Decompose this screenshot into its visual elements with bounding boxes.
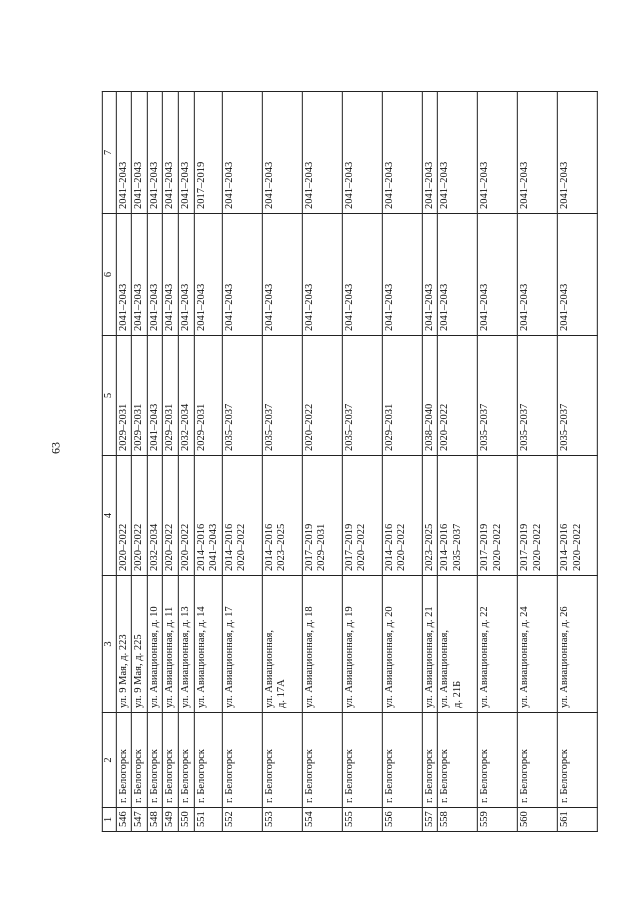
table-header-row xyxy=(102,92,116,832)
period-col4-cell xyxy=(116,456,132,576)
period-col6-cell: 2041–2043 xyxy=(558,214,598,336)
period-col7-cell: 2041–2043 xyxy=(438,92,478,214)
address-cell-line: ул. 9 Мая, д. 223 xyxy=(117,634,129,708)
address-cell-line: ул. 9 Мая, д. 225 xyxy=(133,634,145,708)
period-col4-cell-line: 2014–2016 xyxy=(223,523,235,571)
period-col4-cell xyxy=(163,456,179,576)
period-col6-cell: 2041–2043 xyxy=(478,214,518,336)
period-col4-cell-line: 2023–2025 xyxy=(276,523,288,571)
period-col6-cell: 2041–2043 xyxy=(438,214,478,336)
address-cell xyxy=(422,576,438,713)
address-cell-line: ул. Авиационная, д. 20 xyxy=(383,606,395,708)
table-row xyxy=(558,92,598,832)
address-cell xyxy=(518,576,558,713)
address-cell xyxy=(194,576,222,713)
table-row xyxy=(382,92,422,832)
row-number-cell: 547 xyxy=(132,808,148,832)
table-row xyxy=(132,92,148,832)
period-col4-cell-line: 2029–2031 xyxy=(316,523,328,571)
city-cell: г. Белогорск xyxy=(147,713,163,808)
period-col4-cell-line: 2020–2022 xyxy=(571,523,583,571)
period-col6-cell: 2041–2043 xyxy=(163,214,179,336)
city-cell: г. Белогорск xyxy=(558,713,598,808)
period-col5-cell: 2020–2022 xyxy=(438,336,478,456)
period-col5-cell: 2038–2040 xyxy=(422,336,438,456)
period-col4-cell xyxy=(422,456,438,576)
address-cell-line: ул. Авиационная, xyxy=(439,630,451,708)
column-header: 4 xyxy=(102,456,116,576)
period-col4-cell xyxy=(178,456,194,576)
table-row xyxy=(478,92,518,832)
table-row xyxy=(422,92,438,832)
city-cell: г. Белогорск xyxy=(116,713,132,808)
period-col5-cell: 2029–2031 xyxy=(382,336,422,456)
table-row xyxy=(116,92,132,832)
period-col4-cell xyxy=(132,456,148,576)
address-cell xyxy=(302,576,342,713)
row-number-cell: 548 xyxy=(147,808,163,832)
table-row xyxy=(262,92,302,832)
period-col5-cell: 2035–2037 xyxy=(518,336,558,456)
city-cell: г. Белогорск xyxy=(262,713,302,808)
address-cell xyxy=(382,576,422,713)
period-col6-cell: 2041–2043 xyxy=(132,214,148,336)
period-col7-cell: 2041–2043 xyxy=(518,92,558,214)
period-col4-cell xyxy=(262,456,302,576)
period-col4-cell-line: 2014–2016 xyxy=(439,523,451,571)
row-number-cell: 551 xyxy=(194,808,222,832)
period-col4-cell xyxy=(147,456,163,576)
city-cell: г. Белогорск xyxy=(194,713,222,808)
table-row xyxy=(518,92,558,832)
row-number-cell: 559 xyxy=(478,808,518,832)
address-cell-line: д. 17А xyxy=(276,679,288,708)
address-cell-line: ул. Авиационная, xyxy=(263,630,275,708)
city-cell: г. Белогорск xyxy=(178,713,194,808)
city-cell: г. Белогорск xyxy=(438,713,478,808)
address-cell-line: д. 21Б xyxy=(451,680,463,708)
row-number-cell: 558 xyxy=(438,808,478,832)
address-cell xyxy=(222,576,262,713)
period-col5-cell: 2035–2037 xyxy=(262,336,302,456)
address-cell-line: ул. Авиационная, д. 14 xyxy=(195,606,207,708)
address-cell-line: ул. Авиационная, д. 13 xyxy=(179,606,191,708)
table-row xyxy=(302,92,342,832)
period-col4-cell-line: 2020–2022 xyxy=(396,523,408,571)
address-cell-line: ул. Авиационная, д. 19 xyxy=(343,606,355,708)
period-col4-cell xyxy=(382,456,422,576)
column-header: 6 xyxy=(102,214,116,336)
period-col4-cell-line: 2020–2022 xyxy=(164,523,176,571)
table-row xyxy=(438,92,478,832)
row-number-cell: 560 xyxy=(518,808,558,832)
address-cell xyxy=(132,576,148,713)
city-cell: г. Белогорск xyxy=(222,713,262,808)
page-number: 63 xyxy=(48,442,63,454)
table-row xyxy=(147,92,163,832)
period-col7-cell: 2041–2043 xyxy=(116,92,132,214)
period-col4-cell xyxy=(438,456,478,576)
row-number-cell: 550 xyxy=(178,808,194,832)
address-cell xyxy=(116,576,132,713)
address-cell-line: ул. Авиационная, д. 21 xyxy=(423,606,435,708)
address-cell xyxy=(558,576,598,713)
row-number-cell: 546 xyxy=(116,808,132,832)
city-cell: г. Белогорск xyxy=(302,713,342,808)
period-col5-cell: 2035–2037 xyxy=(558,336,598,456)
row-number-cell: 556 xyxy=(382,808,422,832)
period-col4-cell-line: 2017–2019 xyxy=(519,523,531,571)
table-row xyxy=(194,92,222,832)
period-col4-cell-line: 2014–2016 xyxy=(383,523,395,571)
address-cell xyxy=(163,576,179,713)
period-col7-cell: 2017–2019 xyxy=(194,92,222,214)
address-cell-line: ул. Авиационная, д. 11 xyxy=(164,606,176,708)
row-number-cell: 553 xyxy=(262,808,302,832)
city-cell: г. Белогорск xyxy=(382,713,422,808)
address-cell-line: ул. Авиационная, д. 24 xyxy=(519,606,531,708)
period-col6-cell: 2041–2043 xyxy=(382,214,422,336)
address-cell-line: ул. Авиационная, д. 18 xyxy=(303,606,315,708)
period-col4-cell-line: 2017–2019 xyxy=(343,523,355,571)
address-cell xyxy=(342,576,382,713)
period-col4-cell-line: 2023–2025 xyxy=(423,523,435,571)
period-col6-cell: 2041–2043 xyxy=(178,214,194,336)
city-cell: г. Белогорск xyxy=(422,713,438,808)
period-col6-cell: 2041–2043 xyxy=(147,214,163,336)
row-number-cell: 555 xyxy=(342,808,382,832)
period-col4-cell xyxy=(194,456,222,576)
column-header: 2 xyxy=(102,713,116,808)
period-col7-cell: 2041–2043 xyxy=(178,92,194,214)
period-col4-cell xyxy=(342,456,382,576)
address-cell xyxy=(478,576,518,713)
table-container xyxy=(102,92,598,832)
period-col7-cell: 2041–2043 xyxy=(342,92,382,214)
period-col7-cell: 2041–2043 xyxy=(262,92,302,214)
address-cell-line: ул. Авиационная, д. 26 xyxy=(559,606,571,708)
period-col6-cell: 2041–2043 xyxy=(342,214,382,336)
period-col6-cell: 2041–2043 xyxy=(222,214,262,336)
column-header: 5 xyxy=(102,336,116,456)
period-col4-cell-line: 2020–2022 xyxy=(531,523,543,571)
address-cell xyxy=(147,576,163,713)
row-number-cell: 549 xyxy=(163,808,179,832)
period-col6-cell: 2041–2043 xyxy=(116,214,132,336)
period-col4-cell-line: 2020–2022 xyxy=(179,523,191,571)
period-col5-cell: 2032–2034 xyxy=(178,336,194,456)
address-cell xyxy=(438,576,478,713)
period-col7-cell: 2041–2043 xyxy=(422,92,438,214)
table-row xyxy=(342,92,382,832)
table-row xyxy=(178,92,194,832)
city-cell: г. Белогорск xyxy=(163,713,179,808)
period-col4-cell xyxy=(222,456,262,576)
period-col5-cell: 2035–2037 xyxy=(222,336,262,456)
period-col4-cell xyxy=(558,456,598,576)
row-number-cell: 557 xyxy=(422,808,438,832)
period-col4-cell-line: 2014–2016 xyxy=(559,523,571,571)
address-cell-line: ул. Авиационная, д. 17 xyxy=(223,606,235,708)
period-col5-cell: 2029–2031 xyxy=(163,336,179,456)
period-col4-cell-line: 2017–2019 xyxy=(303,523,315,571)
period-col7-cell: 2041–2043 xyxy=(163,92,179,214)
city-cell: г. Белогорск xyxy=(518,713,558,808)
period-col4-cell xyxy=(302,456,342,576)
period-col5-cell: 2020–2022 xyxy=(302,336,342,456)
period-col4-cell-line: 2020–2022 xyxy=(236,523,248,571)
address-cell-line: ул. Авиационная, д. 22 xyxy=(479,606,491,708)
period-col5-cell: 2029–2031 xyxy=(132,336,148,456)
row-number-cell: 552 xyxy=(222,808,262,832)
period-col7-cell: 2041–2043 xyxy=(132,92,148,214)
address-cell-line: ул. Авиационная, д. 10 xyxy=(148,606,160,708)
period-col4-cell-line: 2020–2022 xyxy=(356,523,368,571)
period-col7-cell: 2041–2043 xyxy=(222,92,262,214)
address-cell xyxy=(262,576,302,713)
period-col4-cell-line: 2020–2022 xyxy=(117,523,129,571)
column-header: 1 xyxy=(102,808,116,832)
period-col4-cell-line: 2017–2019 xyxy=(479,523,491,571)
row-number-cell: 554 xyxy=(302,808,342,832)
period-col6-cell: 2041–2043 xyxy=(422,214,438,336)
period-col6-cell: 2041–2043 xyxy=(302,214,342,336)
period-col7-cell: 2041–2043 xyxy=(147,92,163,214)
period-col6-cell: 2041–2043 xyxy=(518,214,558,336)
period-col6-cell: 2041–2043 xyxy=(262,214,302,336)
period-col7-cell: 2041–2043 xyxy=(382,92,422,214)
period-col4-cell-line: 2014–2016 xyxy=(263,523,275,571)
period-col5-cell: 2041–2043 xyxy=(147,336,163,456)
city-cell: г. Белогорск xyxy=(478,713,518,808)
period-col4-cell-line: 2041–2043 xyxy=(207,523,219,571)
data-table xyxy=(102,91,598,832)
period-col7-cell: 2041–2043 xyxy=(302,92,342,214)
column-header: 7 xyxy=(102,92,116,214)
period-col4-cell-line: 2014–2016 xyxy=(195,523,207,571)
row-number-cell: 561 xyxy=(558,808,598,832)
period-col4-cell xyxy=(518,456,558,576)
period-col4-cell xyxy=(478,456,518,576)
period-col4-cell-line: 2035–2037 xyxy=(451,523,463,571)
period-col4-cell-line: 2020–2022 xyxy=(491,523,503,571)
table-row xyxy=(163,92,179,832)
period-col5-cell: 2035–2037 xyxy=(478,336,518,456)
period-col6-cell: 2041–2043 xyxy=(194,214,222,336)
period-col4-cell-line: 2032–2034 xyxy=(148,523,160,571)
period-col7-cell: 2041–2043 xyxy=(558,92,598,214)
table-row xyxy=(222,92,262,832)
city-cell: г. Белогорск xyxy=(342,713,382,808)
address-cell xyxy=(178,576,194,713)
period-col5-cell: 2035–2037 xyxy=(342,336,382,456)
period-col5-cell: 2029–2031 xyxy=(194,336,222,456)
column-header: 3 xyxy=(102,576,116,713)
period-col4-cell-line: 2020–2022 xyxy=(133,523,145,571)
period-col5-cell: 2029–2031 xyxy=(116,336,132,456)
period-col7-cell: 2041–2043 xyxy=(478,92,518,214)
city-cell: г. Белогорск xyxy=(132,713,148,808)
